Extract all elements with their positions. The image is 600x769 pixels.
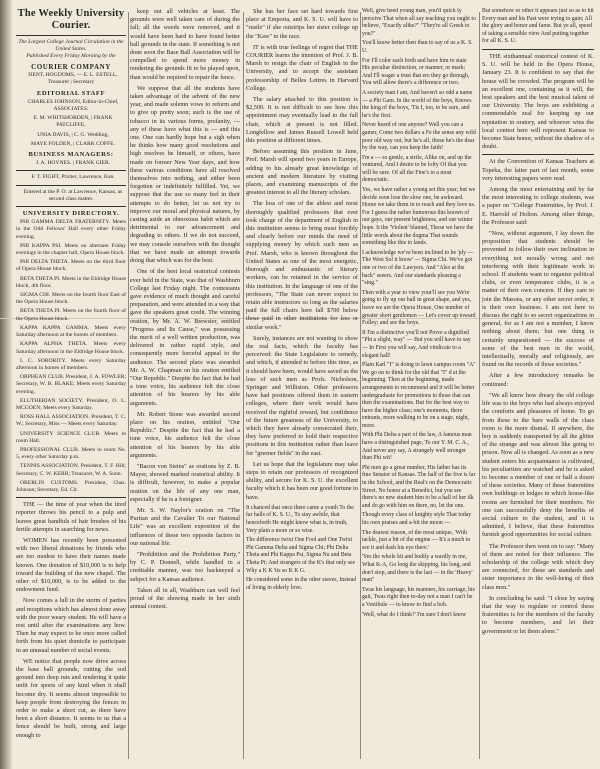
poem-stanza: The difference twixt One Fool and One Twixt Phi Gamma Delta and Sigma Chi; Phi Delta Theta and Phi Kappa Psi, Sigma Nu and Beta Theta Pi; And strangers of the K's that only see Why a K K 'tis so K K G. [246, 537, 356, 574]
editorial-paragraph: The salary attached to this position is $2,500. It is not difficult to see how this appointment may eventually lead to the full chair, which at present is not filled. Longfellow and James Russell Lowell held this position at different times. [246, 96, 358, 145]
poem-stanza: Then with a year to view your'll see you We're going to fly up our hall in great shape, and yes, leave we are the Opera House, One number of greater short gentlemen — Let's cover up toward Folley; and see the boys. [362, 289, 476, 327]
directory-entry: PHI GAMMA DELTA FRATERNITY. Meets in the Odd Fellows' Hall every other Friday evening. [16, 219, 126, 240]
masthead-published: Published Every Friday Morning by the [26, 53, 116, 59]
directory-entry: PHI DELTA THETA. Meets on the third floor of Opera House block. [16, 259, 126, 273]
editorial-paragraph: "Bacon von Steins" as orations by Z. B. Mayer, showed marked oratorical ability. It is difficult, however, to make a popular oration on the life of any one man, especially if he is a foreigner. [130, 462, 240, 503]
editorial-paragraph: After a few introductory remarks he continued: [482, 372, 594, 388]
editorial-paragraph: Among the most entertaining and by far the most interesting to college students, was a paper on "College Fraternities, by Prof. J. E. Harrold of Holton. Among other things, the Professor said: [482, 186, 594, 226]
directory-entry: PROFESSIONAL CLUB. Meets in room No. 5, every other Saturday p.m. [16, 446, 126, 461]
editorial-paragraph: Let us hope that the legislature may take steps to retain our professors of recognized ability, and secure for K. S. U. the excellent faculty which it has been our good fortune to have. [246, 460, 358, 501]
divider [16, 185, 126, 186]
directory-entry: OBERLIN CUSTOMS. President, Chas. Johnson; Secretary, Ed. Cir. [16, 479, 126, 493]
editorial-paragraph: IT is with true feelings of regret that THE COURIER learns the intention of Prof. J. B. Marsh to resign the chair of English in the University, and to accept the assistant professorship of Belles Lettres in Harvard College. [246, 43, 358, 92]
staff-line: MAYE FOLDEN, | CLARK COFFE. [31, 140, 115, 147]
business-line: J. A. HOYNES. | FRANK GIER. [35, 160, 111, 167]
editorial-paragraph: At the Convention of Kansas Teachers at Topeka, the latter part of last month, some very interesting papers were read. [482, 158, 594, 182]
poem-stanza: For I'll color each forth and have him to state His peculiar distinction, or manner, or mark; And I'll wager a trust that ere they go through, You will allow there's a difference or two. [362, 57, 470, 87]
printer-address: F. T. FIGHT, Printer, Lawrence, Kan. [31, 174, 115, 181]
editorial-paragraph: WOMEN has recently been presented with two liberal donations by friends who are too modest to have their names made known. One donation of $10,000 is to help toward the building of the new chapel. The other of $10,000, is to be added to the endowment fund. [16, 536, 126, 594]
poem-stanza: If I'm a distinctive you'll not Prove a dignified "Phi a slight, way" — But you will have to say — In First you will say, And vindicate to a elegant hall! [362, 329, 471, 359]
editorial-paragraph: In concluding he said: "I close by saying that the way to regulate or control these fraternities is for the members of the faculty to become members, and let their government or let them alone." [482, 594, 594, 635]
column-rule [128, 12, 129, 759]
editorial-paragraph: Taken all in all, Washburn can well feel proud of the showing made in her sixth annual contest. [130, 586, 240, 611]
column-4 [362, 8, 476, 765]
directory-entry: BETA THETA PI. Meets in the Eldridge House block, 4th floor. [16, 275, 126, 289]
directory-entry: ROSS HALL ASSOCIATION. President, T. C. W.; Secretary, Miss — Meets every Saturday. [16, 414, 126, 428]
directory-entry: PHI KAPPA PSI. Meets on alternate Friday evenings in the chapter hall, Opera House block. [16, 242, 126, 257]
divider [16, 170, 126, 171]
editorial-paragraph: She has her face set hard towards first place at Emporia, and K. S. U. will have to "rustle" if she outstrips her sister college up the "Kaw" in the race. [246, 8, 358, 40]
divider [16, 497, 126, 498]
column-5 [482, 8, 594, 765]
poem-stanza: Well, give heed young man, you'll quick ly perceive That when all say teaching you ought to believe, "Exactly alike?" "They're all Greek to you?" [362, 8, 476, 37]
poem-stanza: Never heard of one anyone? Well you can a gamer, Come two dollars a Fe the sense any wild poor old way out, but he's all, those he's the dear by the way, can you keep the faith! [362, 122, 476, 152]
directory-entry: ORPHEAN CLUB. President, J. A. FOWLER; Secretary, W. B. BLAKE; Meets every Saturday evening. [16, 374, 126, 395]
directory-entry: SIGMA CHI. Meets on the fourth floor East of the Opera House block. [16, 292, 126, 306]
editorial-paragraph: Before assuming this position in June, Prof. Marsh will spend two years in Europe, adding to his already great knowledge of ancient and modern literature by visiting places, and examining manuscripts of the greatest interest to all the literary scholars. [246, 148, 358, 197]
editorial-paragraph: THE sixthannual oratorical contest of K. S. U. will be held in the Opera House, January 23. It is confident to say that the house will be crowded. The program will be an excellent one, containing as it will, the best speakers and the best musical talent of our University. The boys are exhibiting a commendable zeal for keeping up our reputation in oratory, and whoever wins the local contest here will represent Kansas to become State honor, without the shadow of a doubt. [482, 52, 594, 151]
directory-entry: KAPPA KAPPA GAMMA. Meets every Saturday afternoon at the homes of members. [16, 324, 126, 339]
poem-stanza: 'Well, what do I think?' I'm sure I don't know [362, 611, 467, 618]
staff-heading: EDITORIAL STAFF [36, 89, 106, 97]
publisher-name: COURIER COMPANY [31, 63, 111, 71]
column-3 [246, 8, 358, 765]
entered-notice: Entered at the P. O. at Lawrence, Kansas, as second class matter. [23, 188, 123, 202]
publisher-office: DENT, HOGDOMS, — E. L. ESTELL, Treasurer | Secretary [28, 72, 118, 86]
poem-stanza: I'm a — so gentle, a strife, Alike on, and up the ventured, And I desire to be lofty Of that you will be sure. Of all the Fine's to a most democratic. [362, 154, 472, 184]
binding-edge [0, 0, 12, 769]
directory-entry: I. C. SORORITY. Meets every Saturday afternoon in homes of members. [16, 357, 126, 371]
column-rule [360, 12, 361, 759]
directory-entry: KAPPA ALPHA THETA. Meets every Saturday afternoon in the Eldridge House block. [16, 341, 126, 355]
poem-stanza: He considered some in the other staves, Instead of living in elderly love. [246, 577, 357, 591]
poem-stanza: A society man I am, And haven't so odd a name — a Phi Gam. In the world of the boys, Knows the king of the boys, 'Tis I, too, to be sure, and he's the first. [362, 89, 473, 119]
directory-entry: TENNIS ASSOCIATION. President, T. F. Hill; Secretary, C. W. KERR; Treasurer, W. A. Sunn. [16, 463, 126, 477]
column-1 [16, 8, 126, 765]
staff-line: E. M. WHITSHORDEN, | FRANK PATCLIFFE, [33, 115, 113, 129]
poem-stanza: Phi men go a great number, His father has its fine Senator of Kansas. The half of the five is far in the School, and the Real's on the Democratic Street. No honor at a Benedict, but you see there's no new student him to be a hall of her ilk and do go with him on there, no, let the one. [362, 464, 476, 509]
staff-line: UNIA DAVIS, | C. G. Wedding, [37, 131, 109, 138]
editorial-paragraph: "We all know how dreary the old college life was to the boys who had always enjoyed the comforts and pleasures of home. To go from these to the bare walls of the class room is the more dismal. If anywhere, the boy is suddenly transported by all the glitter of the strange and was almost like going to prison. Now all is changed. As soon as a new student enters his acquaintance is cultivated, his peculiarities are watched and he is asked to become a member of one or half a dozen of these societies. Many of these fraternities own buildings or lodges in which house-like rooms are furnished for their members. No one can successfully deny the benefits of social culture to the student, and it is admitted, I believe, that these fraternities furnish good opportunities for social culture. [482, 391, 594, 539]
column-rule [479, 12, 480, 759]
editorial-paragraph: The loss of one of the ablest and most thoroughly qualified professors that ever took charge of the department of English in this institution seems to bring most forcibly and clearly before our minds the need of supplying money by which such men as Prof. Marsh, who is known throughout the United States as one of the most energetic, thorough and enthusiastic of literary workers, can be retained in the service of this institution. In the language of one of the professors, "The State can never expect to retain able instructors so long as the salaries paid the full chairs here fall $700 below those paid in other institutions for less or similar work." [246, 200, 358, 331]
editorial-paragraph: "Now, without argument, I lay down the proposition that students should be prevented to follow their own inclination in everything not morally wrong and not interfering with their legitimate work in school. If students want to organize political clubs, or even temperance clubs, it is a matter of their own concern. If they care to join the Masons, or any other secret order, it is their own business. I am not here to discuss the right to so secret organizations in general, for as I am not a member, I know nothing about them; but one thing is certainly unquestioned — the success of some of the best men in the world, intellectually, morally and religiously, are found on the records of those societies." [482, 230, 594, 369]
poem-stanza: You'll know better then than to say of us a K. S. U. [362, 40, 473, 54]
editorial-paragraph: keep out all vehicles at least. The grounds were well taken care of during the fall; all the weeds were removed, and it would have been hard to have found better ball grounds in the state. If something is not done soon the Base Ball Association will be compelled to spend more money in rendering the grounds fit to be played upon, than would be required to repair the fence. [130, 8, 240, 81]
poem-stanza: Though every class of knighty style That today his own praises and a-bit the moon — [362, 512, 472, 526]
poem-stanza: Yes, we have rather a young set this year; but we decide soon lose the slow one, be awkward. Home we take them in to reach and they love us. For I guess the rather humorous this known of our gays, our present brightness, and our winter hope. Ii the 'Violent' blamed, Those we have the little words about the dogma That sounds something like this in lands. [362, 187, 476, 247]
editorial-paragraph: Surely, instances are not wanting to show the real facts, which the faculty has perceived: the State Legislature to remedy, and which, if attended to before this time, as it should have been, would have saved us the loss of such men as Profs. Nicholson, Springer and Williston. Other professors have had positions offered them in eastern colleges, where their work would have received the rightful reward, but confidence of the future greatness of the University, to which they have already consecrated their, they have preferred to hold their respective positions in this institution rather than leave for "greener fields" in the east. [246, 334, 358, 457]
editorial-paragraph: We suppose that all the students have taken advantage of the advent of the new year, and made solemn vows to reform and to give up pretty soon; such is the use of tobacco in its various forms, profanity, — any of these have what this is — and this one. One can hardly hope but a sigh when he thinks how many good resolutions and high resolves he himself, or others, have made on former New Year days, and how these various conditions have all resolved themselves into nothing, and either been forgotten or indefinitely fulfilled. Yet, we suppose that the use so many feel in their attempts to do better, let us not try to improve our moral and physical natures, by casting aside an obnoxious habit which are detrimental to our advancement and degrading to others. If we do not succeed, we may console ourselves with the thought that we have made an attempt towards doing that which was for the best. [130, 84, 240, 265]
directory-heading: UNIVERSITY DIRECTORY. [22, 210, 120, 218]
business-heading: BUSINESS MANAGERS: [28, 151, 114, 159]
divider [482, 49, 594, 50]
staff-sub: CHARLES JOHNSON, Editor-in-Chief, ASSOCIATES: [27, 98, 119, 113]
poem-stanza: I acknowledge we've been inclined to be 'ply — The West Sol it know' — Sigma Chi. We've got one or two of the Lawyers. And "Also at the back" seeers. And our standards pleasing a "sing." [362, 249, 474, 287]
directory-entry: UNIVERSITY SCIENCE CLUB. Meets in room Hall. [16, 430, 126, 444]
directory-entry: ELUTHERIAN SOCIETY. President, O. L. MCGOEN; Meets every Saturday. [16, 397, 126, 411]
divider [16, 206, 126, 207]
directory-entry: BETA THETA PI. Meets on the fourth floor of the Opera House block. [16, 308, 126, 322]
editorial-paragraph: "Prohibition and the Prohibition Party," by C. P. Donnell, while handled in a creditable manner, was too hackneyed a subject for a Kansas audience. [130, 551, 240, 583]
editorial-paragraph: THE — the time of year when the tired reporter throws his pencil to a pulp and leaves great handfuls of hair brushes of his fertile attempts in searching for news. [16, 501, 126, 533]
poem-stanza: But somehow or other it appears just so as to hit Every man and his Past were trying to gain; All the glory and honor and fame. But ye all, speed of taking a sensible view And putting together for all K. S. U. [482, 8, 594, 45]
poem-stanza: The dearest reason, of the most unique, 'With tackle, just a bit of the engine — It's a much to see it and dash his eye there.' [362, 529, 471, 551]
poem-stanza: 'Yes the whole kit and bodily a wardly in me, What K-A, Go long the skipping, his long, and don't stop, and there is the last — in the 'Heavy' man" [362, 554, 473, 584]
poem-stanza: It chanced that once there came a youth To the far halls of K. S. U., To stay awhile, that henceforth He might know what is, in truth, Very plain a more or so wise. [246, 504, 354, 534]
editorial-paragraph: Mr. S. W. Naylor's oration on "The Puritan and the Cavalier To our National Life" was an excellent exposition of the influences of these two opposite factors in our national life. [130, 506, 240, 547]
editorial-paragraph: WE notice that people now drive across the base ball grounds, cutting the sod ground into deep ruts and rendering it quite unfit for sports of any kind when it shall become dry. It seems almost impossible to keep people from destroying the fences in order to make a short cut, as there have been a short distance. It seems to us that a fence should be built, strong and large enough to [16, 657, 126, 739]
masthead-title: The Weekly University Courier. [17, 8, 125, 31]
column-2 [130, 8, 240, 765]
column-rule [243, 12, 244, 759]
editorial-paragraph: The Professor then went on to say: "Many of them are noted for their influence. The scholarship of the college with which they are connected, for these are standards and sister importance in the well-being of their class men." [482, 542, 594, 591]
editorial-paragraph: Mr. Robert Stone was awarded second place on his oration, entitled "Our Republic." Despite the fact that he had a tone voice, his audience felt the close attention of his hearers by his able arguments. [130, 410, 240, 459]
poem-stanza: Twas his language, his manners, his carriage, his gait, Twas right then to-day not a man I can't be a Vestibule — to know to find a bob. [362, 586, 475, 608]
editorial-paragraph: Now comes a lull in the storm of parties and receptions which has almost done away with the poor weary student. He will have a rest until after the examinations any how. Then he may expect to be once more called forth from his quiet domicile to participate in an unusual number of social events. [16, 597, 126, 654]
masthead-tagline: The Largest College Journal Circulation in the United States. [18, 39, 124, 52]
poem-stanza: With Phi Delta a part of the law, A famous man have a distinguished page, To our Y. M. C. A., And never any say, A strangely well stronger than Phi wit! [362, 432, 472, 462]
poem-stanza: Plain Karl "I" is doing to lawn campus room "A" We go on to think for the old that "I" d at the beginning. Then at the beginning, made arrangements to recommend and it will be better undergraduate for promotions to those that can then the examinations. But for the best way to have the higher class; one's moments, there entrants, more walking to be on a stage, night, more. [362, 362, 476, 429]
divider [16, 35, 126, 36]
editorial-paragraph: One of the best local oratorical contests ever held in the State, was that of Washburn College last Friday night. The contestants gave evidence of much thought and careful preparation, and were attended in a way that gave the speakers great credit. The winning oration, by Mr. A. W. Brewster, entitled "Progress and Its Cause," was possessing the merit of a well written production, was delivered in rather rapid style, and consequently more forceful appeal to the audience. The second place was awarded Mr. A. W. Chapman on his oration entitled "Our Republic." Despite the fact that he had a tone voice, his audience felt the close attention of his hearers by his able arguments. [130, 268, 240, 407]
divider [482, 154, 594, 155]
